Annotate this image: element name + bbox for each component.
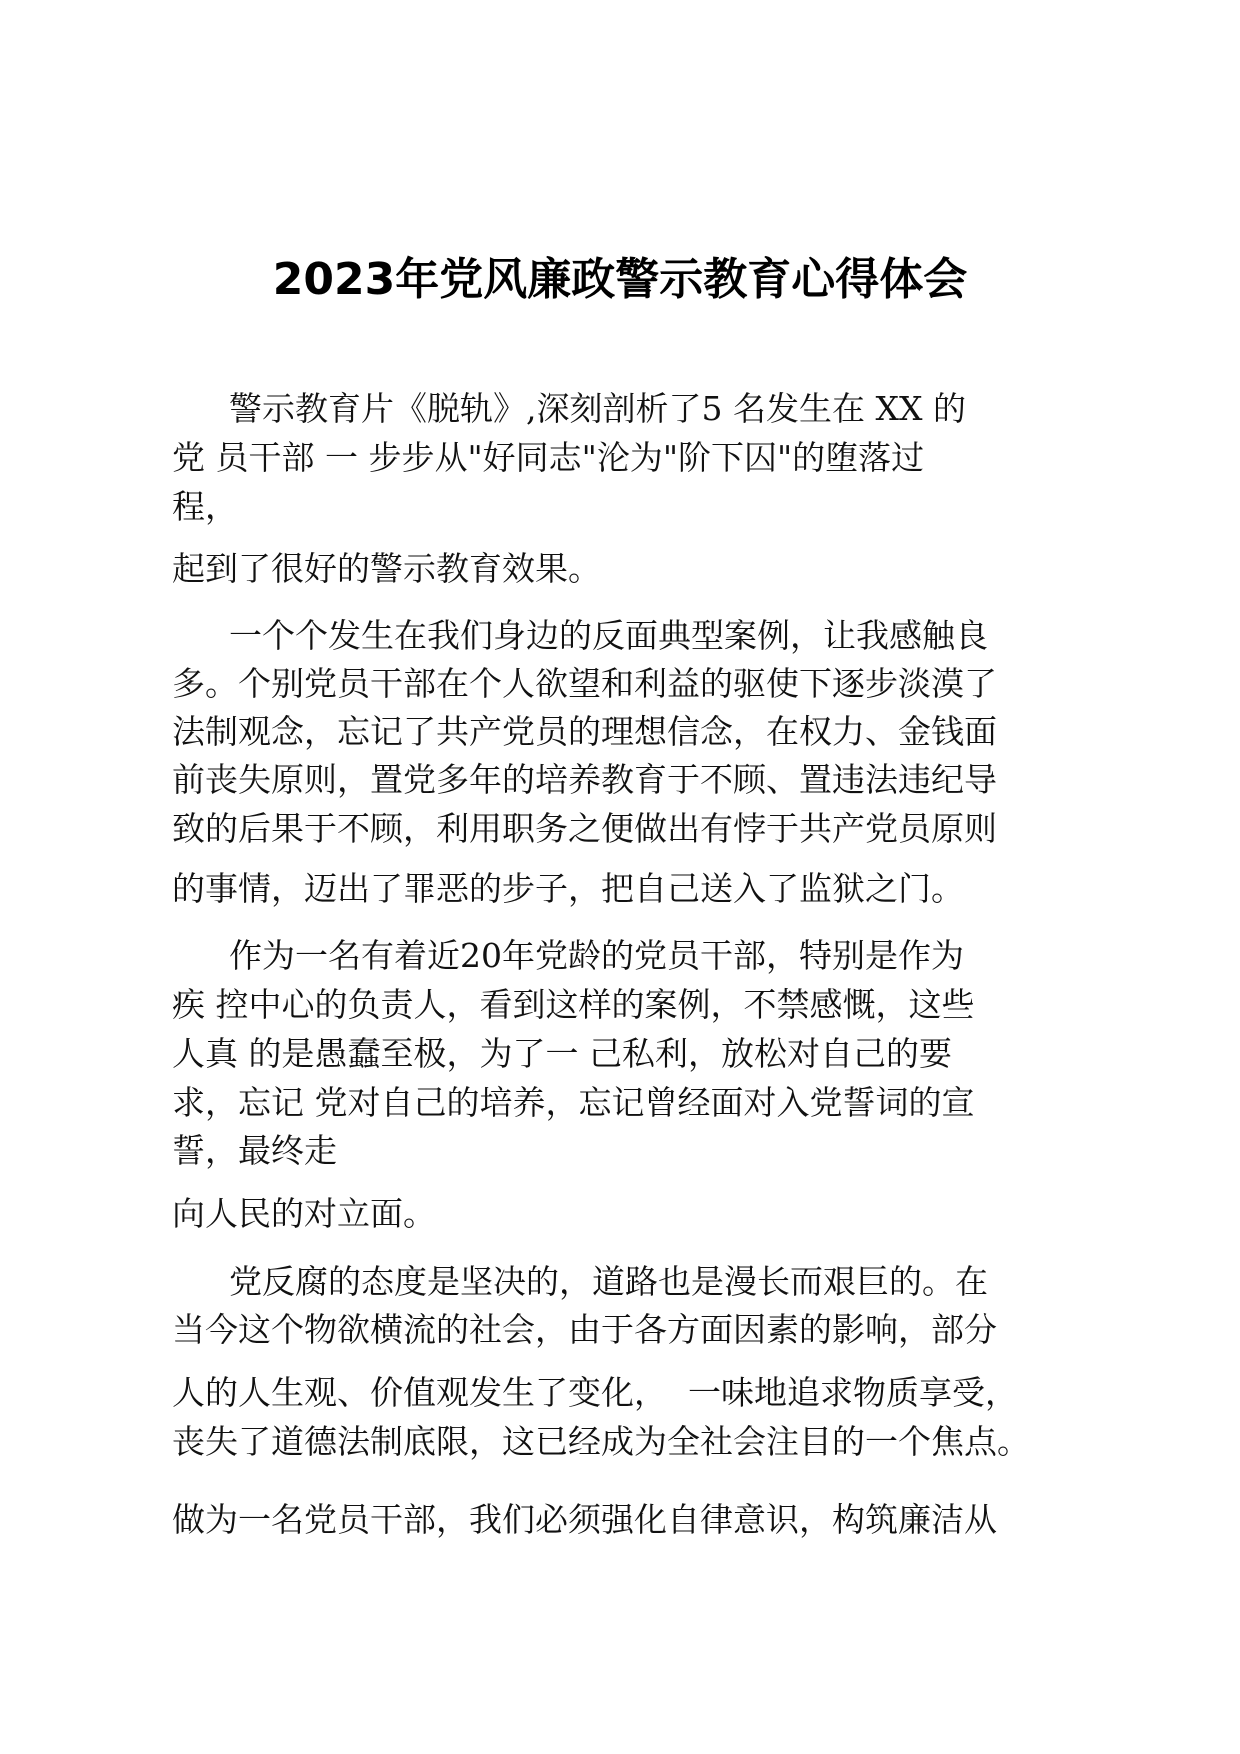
paragraph-3-line-3: 人真 的是愚蠢至极，为了一 己私利，放松对自己的要 (172, 1034, 952, 1073)
paragraph-4-line-2: 当今这个物欲横流的社会，由于各方面因素的影响，部分 (172, 1310, 997, 1349)
document-title: 2023年党风廉政警示教育心得体会 (272, 254, 968, 305)
paragraph-4-line-4: 丧失了道德法制底限，这已经成为全社会注目的一个焦点。 (172, 1422, 1030, 1461)
paragraph-2-line-2: 多。个别党员干部在个人欲望和利益的驱使下逐步淡漠了 (172, 664, 997, 703)
paragraph-4-line-3: 人的人生观、价值观发生了变化， 一味地追求物质享受， (172, 1373, 1018, 1412)
paragraph-4-line-1: 党反腐的态度是坚决的，道路也是漫长而艰巨的。在 (229, 1262, 988, 1301)
paragraph-2-line-4: 前丧失原则，置党多年的培养教育于不顾、置违法违纪导 (172, 760, 997, 799)
paragraph-1-line-1: 警示教育片《脱轨》,深刻剖析了5 名发生在 XX 的 (229, 389, 966, 428)
paragraph-3-line-6: 向人民的对立面。 (172, 1194, 436, 1233)
paragraph-2-line-3: 法制观念，忘记了共产党员的理想信念，在权力、金钱面 (172, 712, 997, 751)
paragraph-2-line-6: 的事情，迈出了罪恶的步子，把自己送入了监狱之门。 (172, 869, 964, 908)
paragraph-3-line-1: 作为一名有着近20年党龄的党员干部，特别是作为 (229, 936, 964, 975)
paragraph-2-line-5: 致的后果于不顾，利用职务之便做出有悖于共产党员原则 (172, 809, 997, 848)
paragraph-1-line-4: 起到了很好的警示教育效果。 (172, 549, 601, 588)
paragraph-3-line-2: 疾 控中心的负责人，看到这样的案例，不禁感慨，这些 (172, 985, 975, 1024)
paragraph-1-line-2: 党 员干部 一 步步从"好同志"沦为"阶下囚"的堕落过 (172, 438, 925, 477)
paragraph-5-line-1: 做为一名党员干部，我们必须强化自律意识，构筑廉洁从 (172, 1500, 997, 1539)
paragraph-1-line-3: 程， (172, 487, 238, 526)
paragraph-3-line-5: 誓，最终走 (172, 1131, 337, 1170)
paragraph-3-line-4: 求，忘记 党对自己的培养，忘记曾经面对入党誓词的宣 (172, 1083, 975, 1122)
paragraph-2-line-1: 一个个发生在我们身边的反面典型案例，让我感触良 (229, 616, 988, 655)
